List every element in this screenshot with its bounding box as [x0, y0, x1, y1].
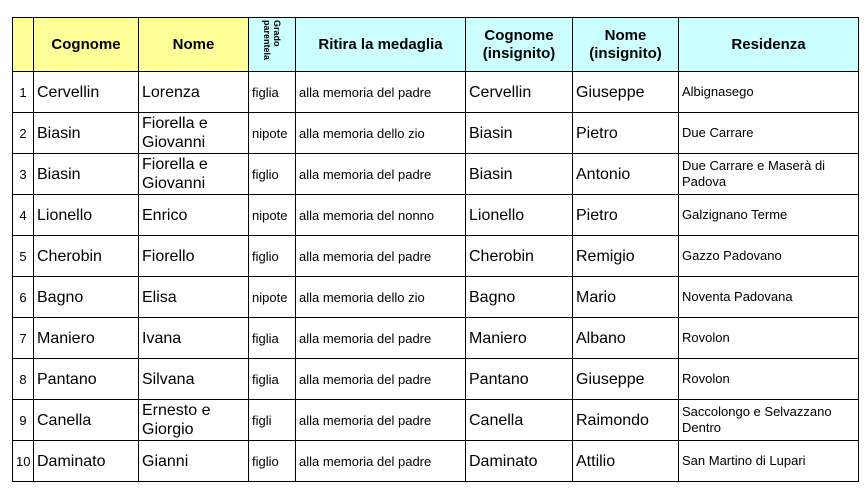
- ritira-cell: alla memoria dello zio: [296, 113, 466, 154]
- nome-insignito-cell: Giuseppe: [573, 359, 679, 400]
- cognome-cell: Cherobin: [34, 236, 139, 277]
- table-row: [13, 195, 859, 236]
- table-body: [13, 72, 859, 482]
- header-nome-insignito: Nome (insignito): [573, 18, 679, 72]
- nome-cell: Fiorello: [139, 236, 249, 277]
- residenza-cell: Rovolon: [679, 359, 859, 400]
- residenza-cell: Albignasego: [679, 72, 859, 113]
- nome-cell: Elisa: [139, 277, 249, 318]
- cognome-cell: Canella: [34, 400, 139, 441]
- header-nome: Nome: [139, 18, 249, 72]
- cognome-insignito-cell: Biasin: [466, 113, 573, 154]
- row-number: 6: [13, 277, 34, 318]
- table-header: [13, 18, 859, 72]
- table-row: [13, 154, 859, 195]
- table-row: [13, 277, 859, 318]
- cognome-insignito-cell: Pantano: [466, 359, 573, 400]
- table-row: [13, 236, 859, 277]
- grado-cell: nipote: [249, 195, 296, 236]
- ritira-cell: alla memoria del padre: [296, 359, 466, 400]
- ritira-cell: alla memoria del padre: [296, 400, 466, 441]
- table-row: [13, 318, 859, 359]
- ritira-cell: alla memoria del nonno: [296, 195, 466, 236]
- ritira-cell: alla memoria del padre: [296, 236, 466, 277]
- grado-cell: figlio: [249, 441, 296, 482]
- header-ritira: Ritira la medaglia: [296, 18, 466, 72]
- cognome-insignito-cell: Bagno: [466, 277, 573, 318]
- grado-cell: figli: [249, 400, 296, 441]
- residenza-cell: Due Carrare: [679, 113, 859, 154]
- table-row: [13, 72, 859, 113]
- ritira-cell: alla memoria del padre: [296, 154, 466, 195]
- header-grado-label: Grado parentela: [262, 19, 282, 60]
- residenza-cell: Saccolongo e Selvazzano Dentro: [679, 400, 859, 441]
- cognome-cell: Biasin: [34, 154, 139, 195]
- nome-insignito-cell: Antonio: [573, 154, 679, 195]
- cognome-cell: Biasin: [34, 113, 139, 154]
- residenza-cell: Rovolon: [679, 318, 859, 359]
- grado-cell: nipote: [249, 277, 296, 318]
- table-row: [13, 441, 859, 482]
- grado-cell: figlia: [249, 72, 296, 113]
- cognome-cell: Bagno: [34, 277, 139, 318]
- nome-insignito-cell: Remigio: [573, 236, 679, 277]
- table-row: [13, 359, 859, 400]
- row-number: 5: [13, 236, 34, 277]
- nome-insignito-cell: Albano: [573, 318, 679, 359]
- row-number: 1: [13, 72, 34, 113]
- row-number: 2: [13, 113, 34, 154]
- cognome-insignito-cell: Maniero: [466, 318, 573, 359]
- cognome-insignito-cell: Daminato: [466, 441, 573, 482]
- cognome-insignito-cell: Biasin: [466, 154, 573, 195]
- cognome-cell: Daminato: [34, 441, 139, 482]
- nome-insignito-cell: Attilio: [573, 441, 679, 482]
- ritira-cell: alla memoria del padre: [296, 72, 466, 113]
- residenza-cell: Gazzo Padovano: [679, 236, 859, 277]
- nome-cell: Silvana: [139, 359, 249, 400]
- row-number: 7: [13, 318, 34, 359]
- cognome-insignito-cell: Cervellin: [466, 72, 573, 113]
- cognome-cell: Lionello: [34, 195, 139, 236]
- cognome-insignito-cell: Canella: [466, 400, 573, 441]
- row-number: 4: [13, 195, 34, 236]
- grado-cell: figlia: [249, 318, 296, 359]
- nome-insignito-cell: Giuseppe: [573, 72, 679, 113]
- residenza-cell: Due Carrare e Maserà di Padova: [679, 154, 859, 195]
- residenza-cell: Galzignano Terme: [679, 195, 859, 236]
- row-number: 8: [13, 359, 34, 400]
- residenza-cell: Noventa Padovana: [679, 277, 859, 318]
- nome-cell: Fiorella e Giovanni: [139, 154, 249, 195]
- header-num: [13, 18, 34, 72]
- nome-cell: Lorenza: [139, 72, 249, 113]
- nome-cell: Gianni: [139, 441, 249, 482]
- table-row: [13, 113, 859, 154]
- ritira-cell: alla memoria del padre: [296, 441, 466, 482]
- medal-recipients-table: [12, 17, 859, 482]
- nome-cell: Ivana: [139, 318, 249, 359]
- table-row: [13, 400, 859, 441]
- cognome-insignito-cell: Cherobin: [466, 236, 573, 277]
- nome-insignito-cell: Pietro: [573, 113, 679, 154]
- nome-cell: Fiorella e Giovanni: [139, 113, 249, 154]
- header-residenza: Residenza: [679, 18, 859, 72]
- row-number: 10: [13, 441, 34, 482]
- grado-cell: nipote: [249, 113, 296, 154]
- nome-cell: Enrico: [139, 195, 249, 236]
- header-cognome: Cognome: [34, 18, 139, 72]
- grado-cell: figlio: [249, 154, 296, 195]
- cognome-cell: Pantano: [34, 359, 139, 400]
- cognome-cell: Cervellin: [34, 72, 139, 113]
- header-cognome-insignito: Cognome (insignito): [466, 18, 573, 72]
- grado-cell: figlio: [249, 236, 296, 277]
- nome-insignito-cell: Pietro: [573, 195, 679, 236]
- nome-insignito-cell: Mario: [573, 277, 679, 318]
- nome-insignito-cell: Raimondo: [573, 400, 679, 441]
- cognome-insignito-cell: Lionello: [466, 195, 573, 236]
- residenza-cell: San Martino di Lupari: [679, 441, 859, 482]
- cognome-cell: Maniero: [34, 318, 139, 359]
- nome-cell: Ernesto e Giorgio: [139, 400, 249, 441]
- header-grado: [249, 18, 296, 72]
- row-number: 3: [13, 154, 34, 195]
- grado-cell: figlia: [249, 359, 296, 400]
- ritira-cell: alla memoria dello zio: [296, 277, 466, 318]
- row-number: 9: [13, 400, 34, 441]
- header-row: [13, 18, 859, 72]
- ritira-cell: alla memoria del padre: [296, 318, 466, 359]
